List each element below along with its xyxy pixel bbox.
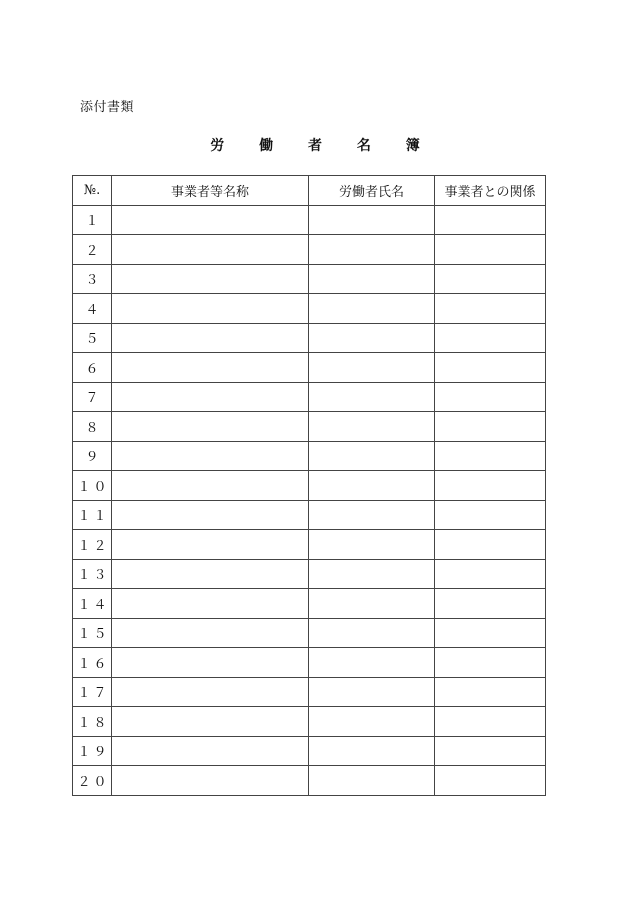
relation-cell[interactable] [435,264,546,294]
relation-cell[interactable] [435,500,546,530]
row-number-cell: １１ [73,500,112,530]
company-name-cell[interactable] [112,736,309,766]
company-name-cell[interactable] [112,264,309,294]
relation-cell[interactable] [435,353,546,383]
table-row [73,559,546,589]
company-name-cell[interactable] [112,205,309,235]
table-row [73,235,546,265]
row-number-cell: ７ [73,382,112,412]
row-number-cell: １２ [73,530,112,560]
row-number-cell: ２ [73,235,112,265]
table-row [73,353,546,383]
attachment-label: 添付書類 [80,100,135,115]
relation-cell[interactable] [435,294,546,324]
table-row [73,412,546,442]
worker-name-cell[interactable] [309,589,435,619]
column-header-company-name: 事業者等名称 [112,176,309,206]
worker-roster-table [72,175,546,796]
relation-cell[interactable] [435,736,546,766]
row-number-cell: １８ [73,707,112,737]
table-row [73,264,546,294]
worker-name-cell[interactable] [309,530,435,560]
table-row [73,382,546,412]
row-number-cell: ４ [73,294,112,324]
relation-cell[interactable] [435,441,546,471]
table-row [73,205,546,235]
company-name-cell[interactable] [112,382,309,412]
relation-cell[interactable] [435,589,546,619]
company-name-cell[interactable] [112,677,309,707]
relation-cell[interactable] [435,382,546,412]
table-row [73,294,546,324]
company-name-cell[interactable] [112,412,309,442]
relation-cell[interactable] [435,559,546,589]
row-number-cell: １ [73,205,112,235]
row-number-cell: １９ [73,736,112,766]
row-number-cell: １７ [73,677,112,707]
table-row [73,500,546,530]
company-name-cell[interactable] [112,618,309,648]
relation-cell[interactable] [435,677,546,707]
company-name-cell[interactable] [112,766,309,796]
company-name-cell[interactable] [112,353,309,383]
row-number-cell: １３ [73,559,112,589]
column-header-relation: 事業者との関係 [435,176,546,206]
row-number-cell: ６ [73,353,112,383]
table-row [73,441,546,471]
table-header-row [73,176,546,206]
relation-cell[interactable] [435,235,546,265]
worker-name-cell[interactable] [309,559,435,589]
row-number-cell: １６ [73,648,112,678]
company-name-cell[interactable] [112,707,309,737]
row-number-cell: １５ [73,618,112,648]
column-header-no: №. [73,176,112,206]
relation-cell[interactable] [435,205,546,235]
table-row [73,530,546,560]
worker-name-cell[interactable] [309,471,435,501]
company-name-cell[interactable] [112,441,309,471]
company-name-cell[interactable] [112,323,309,353]
worker-name-cell[interactable] [309,677,435,707]
worker-name-cell[interactable] [309,441,435,471]
table-row [73,648,546,678]
row-number-cell: １４ [73,589,112,619]
worker-name-cell[interactable] [309,235,435,265]
company-name-cell[interactable] [112,559,309,589]
worker-name-cell[interactable] [309,500,435,530]
worker-name-cell[interactable] [309,294,435,324]
table-row [73,766,546,796]
company-name-cell[interactable] [112,235,309,265]
worker-name-cell[interactable] [309,205,435,235]
worker-name-cell[interactable] [309,264,435,294]
table-row [73,736,546,766]
company-name-cell[interactable] [112,294,309,324]
row-number-cell: ９ [73,441,112,471]
relation-cell[interactable] [435,471,546,501]
page-title: 労 働 者 名 簿 [210,138,435,154]
company-name-cell[interactable] [112,589,309,619]
table-row [73,471,546,501]
worker-name-cell[interactable] [309,412,435,442]
row-number-cell: ５ [73,323,112,353]
relation-cell[interactable] [435,323,546,353]
row-number-cell: ２０ [73,766,112,796]
column-header-worker-name: 労働者氏名 [309,176,435,206]
relation-cell[interactable] [435,412,546,442]
company-name-cell[interactable] [112,648,309,678]
relation-cell[interactable] [435,530,546,560]
worker-name-cell[interactable] [309,618,435,648]
table-row [73,323,546,353]
company-name-cell[interactable] [112,530,309,560]
relation-cell[interactable] [435,766,546,796]
row-number-cell: ８ [73,412,112,442]
row-number-cell: １０ [73,471,112,501]
company-name-cell[interactable] [112,500,309,530]
table-body [73,205,546,795]
table-row [73,677,546,707]
relation-cell[interactable] [435,618,546,648]
row-number-cell: ３ [73,264,112,294]
worker-name-cell[interactable] [309,382,435,412]
relation-cell[interactable] [435,648,546,678]
worker-name-cell[interactable] [309,323,435,353]
table-row [73,707,546,737]
worker-name-cell[interactable] [309,648,435,678]
company-name-cell[interactable] [112,471,309,501]
table-row [73,589,546,619]
table-row [73,618,546,648]
worker-name-cell[interactable] [309,707,435,737]
worker-name-cell[interactable] [309,766,435,796]
relation-cell[interactable] [435,707,546,737]
worker-name-cell[interactable] [309,353,435,383]
worker-name-cell[interactable] [309,736,435,766]
